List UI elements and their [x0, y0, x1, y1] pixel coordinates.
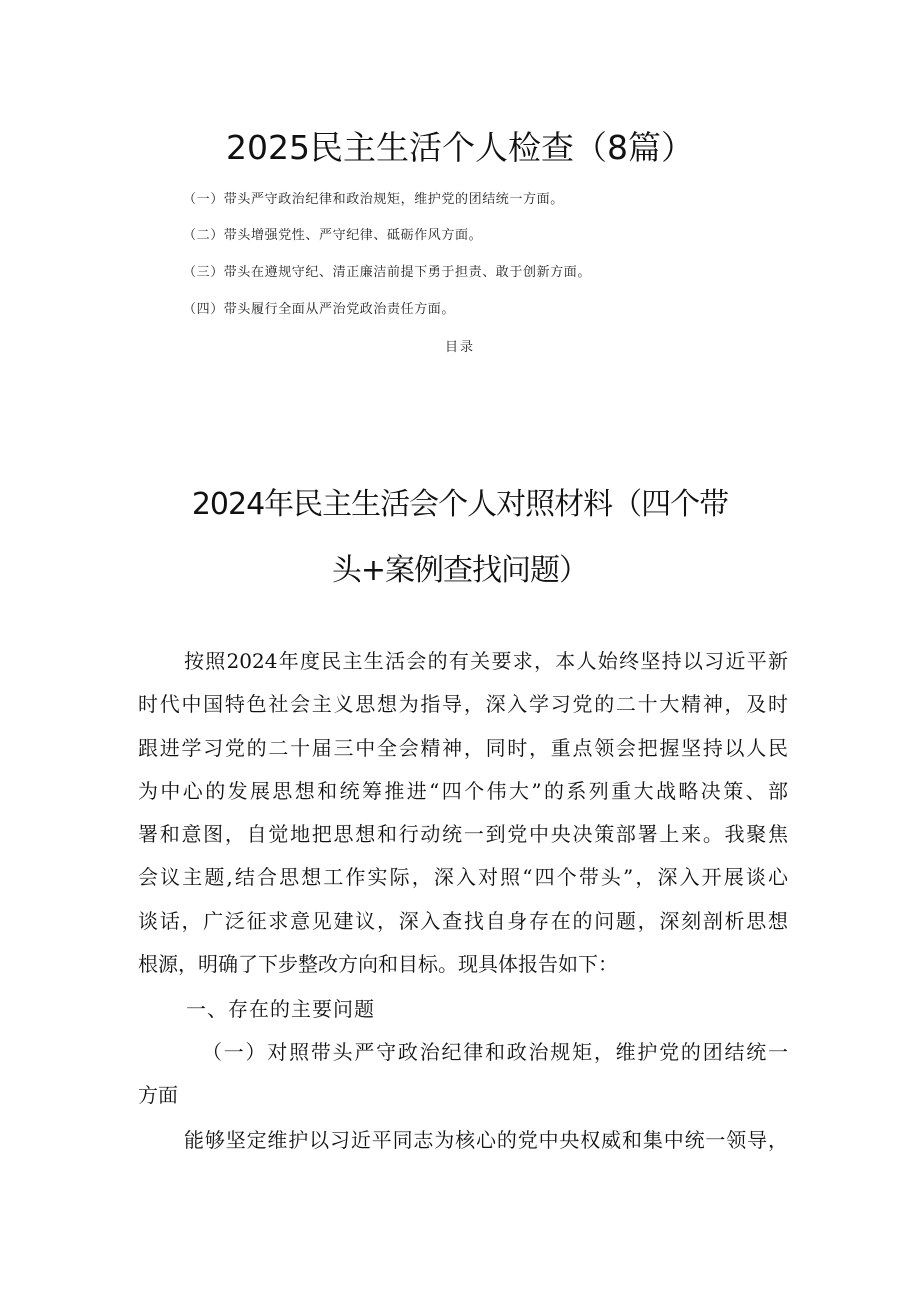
toc-item-4: （四）带头履行全面从严治党政治责任方面。 [183, 302, 456, 317]
toc-item-3: （三）带头在遵规守纪、清正廉洁前提下勇于担责、敢于创新方面。 [183, 265, 592, 280]
document-main-title: 2025民主生活个人检查（8篇） [226, 128, 694, 167]
body-paragraph-line: 能够坚定维护以习近平同志为核心的党中央权威和集中统一领导， [184, 1128, 788, 1152]
toc-heading: 目录 [444, 340, 475, 355]
subsection-heading-line-2: 方面 [138, 1083, 178, 1108]
intro-line: 会议主题,结合思想工作实际，深入对照“四个带头”，深入开展谈心 [138, 865, 788, 890]
subsection-heading [138, 1031, 788, 1118]
intro-line: 署和意图，自觉地把思想和行动统一到党中央决策部署上来。我聚焦 [138, 822, 788, 847]
toc-item-2: （二）带头增强党性、严守纪律、砥砺作风方面。 [183, 228, 483, 243]
intro-paragraph [138, 640, 788, 986]
intro-line: 为中心的发展思想和统筹推进“四个伟大”的系列重大战略决策、部 [138, 778, 788, 803]
toc-item-1: （一）带头严守政治纪律和政治规矩，维护党的团结统一方面。 [183, 192, 564, 207]
article-title-line-1: 2024年民主生活会个人对照材料（四个带 [191, 487, 729, 522]
article-title-line-2: 头+案例查找问题） [331, 553, 589, 588]
intro-line: 谈话，广泛征求意见建议，深入查找自身存在的问题，深刻剖析思想 [138, 908, 788, 933]
subsection-heading-line-1: （一）对照带头严守政治纪律和政治规矩，维护党的团结统一 [202, 1040, 788, 1064]
intro-line: 根源，明确了下步整改方向和目标。现具体报告如下： [138, 952, 618, 977]
intro-line: 跟进学习党的二十届三中全会精神，同时，重点领会把握坚持以人民 [138, 735, 788, 760]
body-paragraph [138, 1119, 788, 1162]
intro-line: 时代中国特色社会主义思想为指导，深入学习党的二十大精神，及时 [138, 692, 788, 717]
intro-line: 按照2024年度民主生活会的有关要求，本人始终坚持以习近平新 [184, 649, 788, 673]
section-heading: 一、存在的主要问题 [186, 997, 375, 1021]
